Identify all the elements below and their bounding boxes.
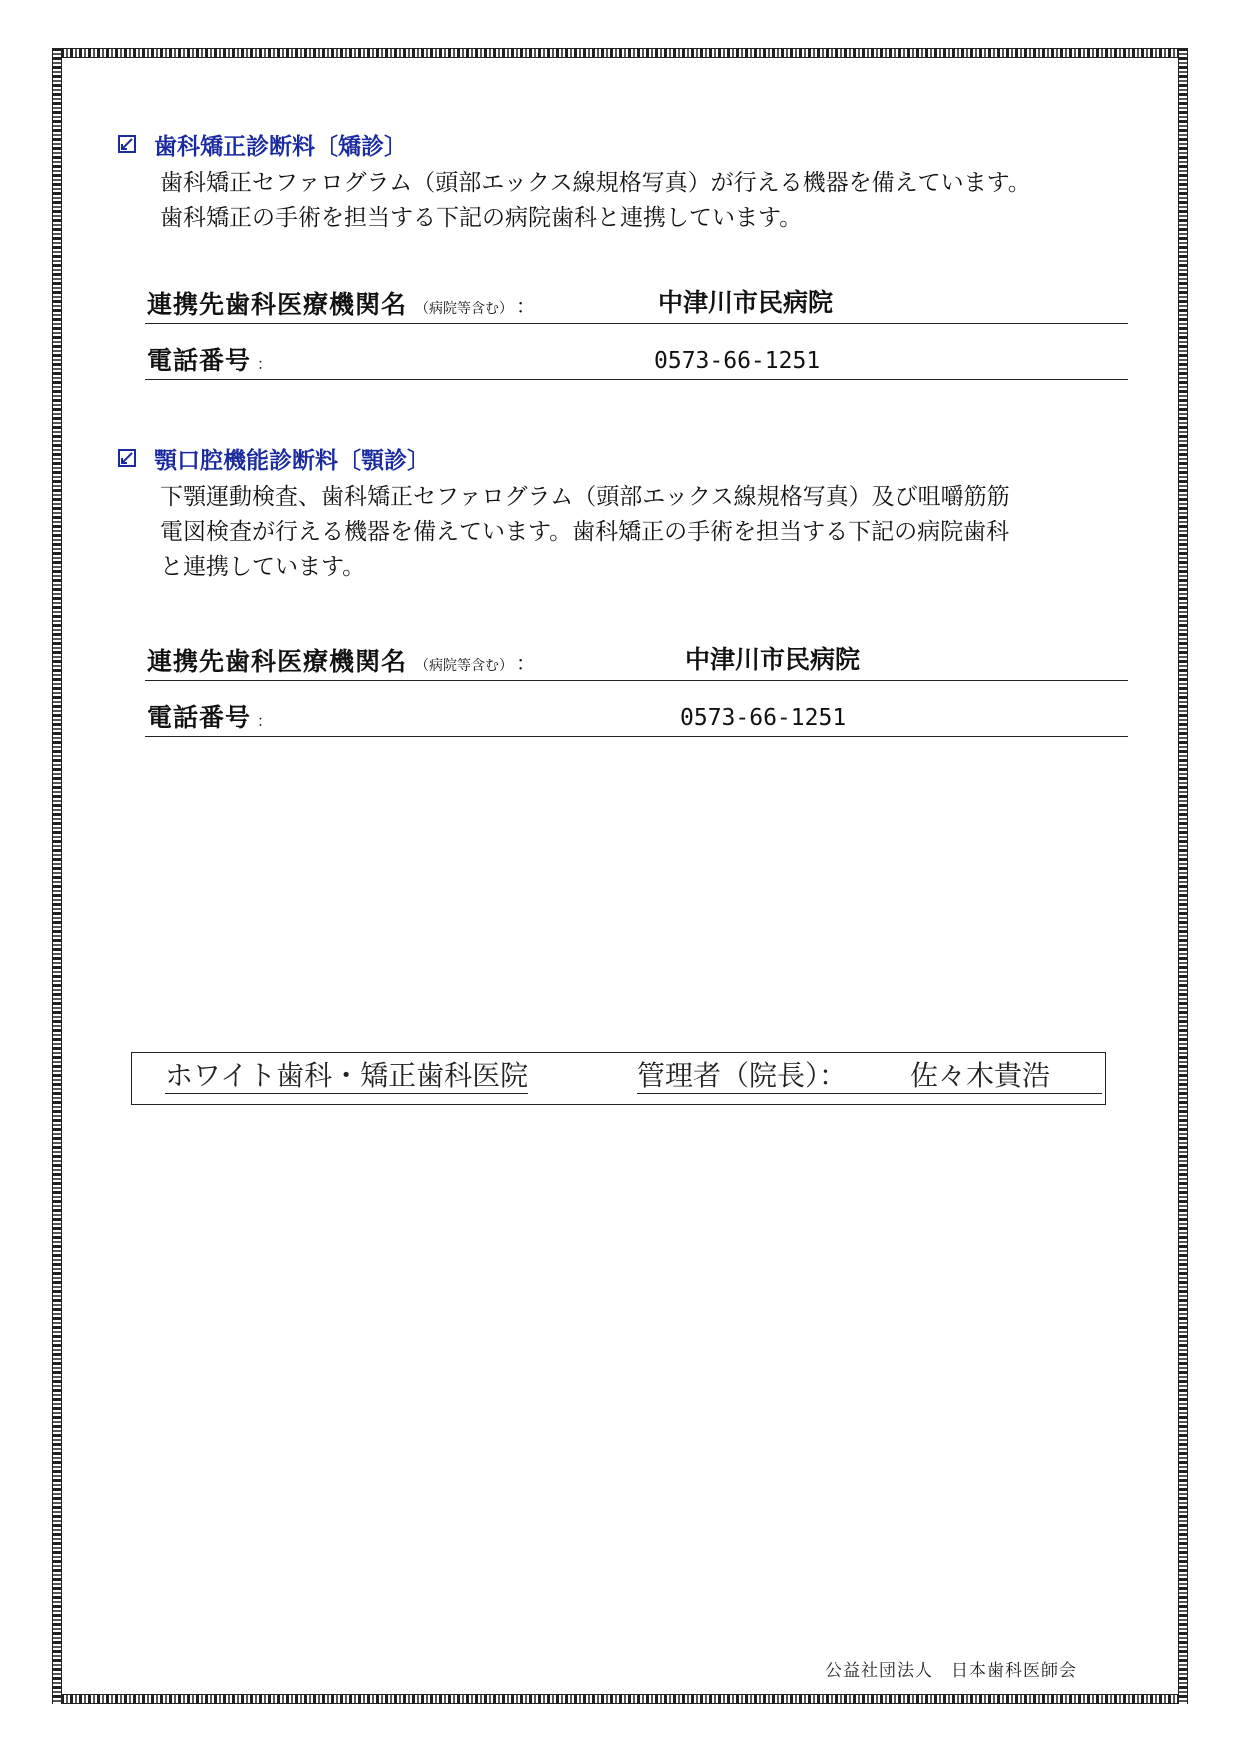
institution-label-group	[147, 285, 537, 321]
institution-note: （病院等含む）	[415, 658, 507, 674]
phone-label-group	[147, 698, 273, 734]
phone-row	[145, 697, 1128, 737]
institution-note: （病院等含む）	[415, 301, 507, 317]
phone-value: 0573-66-1251	[654, 348, 821, 374]
institution-value: 中津川市民病院	[658, 288, 834, 317]
checkbox-checked-icon	[118, 449, 136, 467]
section-orthodontic-diagnosis	[118, 128, 1128, 236]
description-line: 電図検査が行える機器を備えています。歯科矯正の手術を担当する下記の病院歯科	[160, 519, 1010, 545]
phone-label-group	[147, 341, 273, 377]
section-description	[160, 480, 1120, 585]
section-heading	[118, 442, 1128, 474]
institution-colon: ：	[516, 651, 538, 675]
page-border-bottom	[52, 1694, 1188, 1704]
page-border-left	[52, 48, 62, 1704]
manager-label: 管理者（院長）：	[637, 1059, 848, 1092]
institution-label: 連携先歯科医療機関名	[147, 290, 408, 319]
section-title: 顎口腔機能診断料〔顎診〕	[154, 447, 430, 474]
phone-row	[145, 340, 1128, 380]
manager-name: 佐々木貴浩	[910, 1059, 1051, 1092]
description-line: と連携しています。	[160, 554, 366, 580]
checkbox-checked-icon	[118, 135, 136, 153]
page-border-right	[1178, 48, 1188, 1704]
footer-organization: 公益社団法人 日本歯科医師会	[825, 1661, 1077, 1681]
section-jaw-function-diagnosis	[118, 442, 1128, 585]
description-line: 歯科矯正の手術を担当する下記の病院歯科と連携しています。	[160, 205, 803, 231]
description-line: 歯科矯正セファログラム（頭部エックス線規格写真）が行える機器を備えています。	[160, 170, 1031, 196]
institution-label-group	[147, 642, 537, 678]
page-border-top	[52, 48, 1188, 58]
institution-row	[145, 284, 1128, 324]
section-description	[160, 166, 1120, 236]
description-line: 下顎運動検査、歯科矯正セファログラム（頭部エックス線規格写真）及び咀嚼筋筋	[160, 484, 1010, 510]
phone-label: 電話番号	[147, 703, 252, 732]
section-title: 歯科矯正診断料〔矯診〕	[154, 133, 407, 160]
phone-value: 0573-66-1251	[680, 705, 847, 731]
phone-colon: ：	[257, 355, 274, 373]
institution-value: 中津川市民病院	[685, 645, 861, 674]
institution-row	[145, 641, 1128, 681]
phone-colon: ：	[257, 712, 274, 730]
institution-colon: ：	[516, 294, 538, 318]
clinic-name: ホワイト歯科・矯正歯科医院	[165, 1059, 529, 1092]
institution-label: 連携先歯科医療機関名	[147, 647, 408, 676]
clinic-signature-box	[131, 1052, 1106, 1105]
phone-label: 電話番号	[147, 346, 252, 375]
section-heading	[118, 128, 1128, 160]
